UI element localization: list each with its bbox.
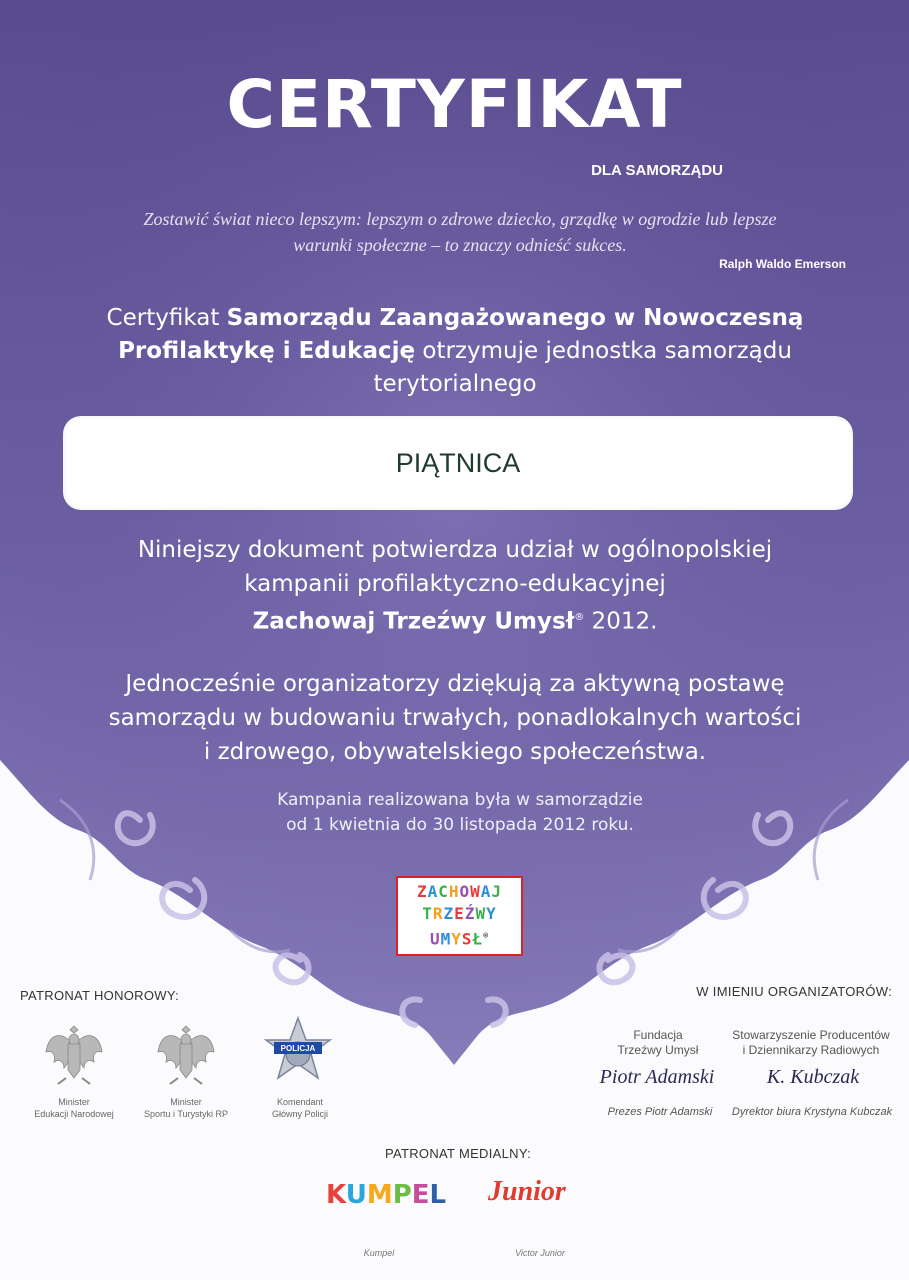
logo-line-1 xyxy=(417,881,502,903)
signature-1-caption: Prezes Piotr Adamski xyxy=(607,1106,713,1118)
quote-line-2: warunki społeczne – to znaczy odnieść sukces. xyxy=(293,235,627,255)
organizer-2-line-1: Stowarzyszenie Producentów xyxy=(732,1028,890,1042)
kumpel-letter: E xyxy=(411,1180,430,1210)
logo-registered-mark: ® xyxy=(483,931,490,941)
logo-line-1-letter: J xyxy=(491,882,503,902)
organizer-2-line-2: i Dziennikarzy Radiowych xyxy=(742,1043,880,1057)
campaign-name: Zachowaj Trzeźwy Umysł xyxy=(252,608,575,635)
para1-line-1: Niniejszy dokument potwierdza udział w ogólnopolskiej xyxy=(137,537,773,563)
logo-line-3-letter: S xyxy=(461,929,473,949)
logo-line-1-letter: A xyxy=(480,882,492,902)
period-paragraph xyxy=(150,788,770,838)
police-badge-text: POLICJA xyxy=(280,1044,316,1053)
logo-line-2-letter: W xyxy=(475,904,487,924)
signature-1: Piotr Adamski xyxy=(599,1066,715,1088)
organizers-heading: W IMIENIU ORGANIZATORÓW: xyxy=(696,984,892,999)
logo-line-3-letter: M xyxy=(440,929,452,949)
logo-line-2-letter: Ź xyxy=(464,904,476,924)
patron-1-line-2: Edukacji Narodowej xyxy=(34,1109,114,1119)
certificate-statement xyxy=(70,302,840,401)
junior-caption: Victor Junior xyxy=(515,1248,565,1258)
participation-paragraph xyxy=(70,533,840,639)
kumpel-letter: U xyxy=(345,1180,367,1210)
para1-line-2: kampanii profilaktyczno-edukacyjnej xyxy=(244,571,666,597)
logo-line-3-letter: Ł xyxy=(472,929,484,949)
para3-line-2: od 1 kwietnia do 30 listopada 2012 roku. xyxy=(286,815,634,835)
patron-3-line-1: Komendant xyxy=(276,1097,324,1107)
kumpel-letter: P xyxy=(392,1180,412,1210)
patron-2-line-2: Sportu i Turystyki RP xyxy=(143,1109,229,1119)
logo-line-2-letter: T xyxy=(422,904,433,924)
thanks-paragraph xyxy=(70,667,840,769)
logo-line-2-letter: Z xyxy=(443,904,455,924)
logo-line-2 xyxy=(422,903,496,925)
quote xyxy=(60,206,860,258)
campaign-logo xyxy=(396,876,523,956)
media-patronage-heading: PATRONAT MEDIALNY: xyxy=(384,1146,532,1161)
honorary-patronage-heading: PATRONAT HONOROWY: xyxy=(20,988,180,1003)
organizer-1 xyxy=(596,1028,720,1058)
logo-line-1-letter: A xyxy=(427,882,439,902)
logo-line-3 xyxy=(430,925,489,950)
certificate-title: CERTYFIKAT xyxy=(226,66,683,143)
signature-2: K. Kubczak xyxy=(766,1066,860,1088)
signature-2-caption: Dyrektor biura Krystyna Kubczak xyxy=(731,1106,893,1118)
organizer-2 xyxy=(724,1028,898,1058)
para2-line-3: i zdrowego, obywatelskiego społeczeństwa. xyxy=(203,739,707,765)
logo-line-3-letter: Y xyxy=(451,929,462,949)
kumpel-letter: K xyxy=(326,1180,346,1210)
patron-2-line-1: Minister xyxy=(170,1097,202,1107)
para2-line-1: Jednocześnie organizatorzy dziękują za aktywną postawę xyxy=(125,671,785,697)
eagle-emblem-icon xyxy=(154,1020,218,1090)
registered-mark: ® xyxy=(574,612,585,623)
statement-bold: Samorządu Zaangażowanego w Nowoczesną Profilaktykę i Edukację xyxy=(118,305,804,364)
campaign-year: 2012. xyxy=(584,608,658,635)
certificate-subtitle: DLA SAMORZĄDU xyxy=(591,162,723,179)
quote-author: Ralph Waldo Emerson xyxy=(719,257,846,271)
junior-logo: Junior xyxy=(488,1176,566,1207)
kumpel-logo xyxy=(326,1180,447,1210)
kumpel-letter: L xyxy=(429,1180,447,1210)
para2-line-2: samorządu w budowaniu trwałych, ponadlokalnych wartości xyxy=(108,705,802,731)
eagle-emblem-icon xyxy=(42,1020,106,1090)
para1-line-3 xyxy=(70,601,840,639)
recipient-box xyxy=(63,416,853,510)
logo-line-1-letter: C xyxy=(438,882,449,902)
police-star-icon xyxy=(258,1016,338,1090)
kumpel-letter: M xyxy=(366,1180,393,1210)
logo-line-3-letter: U xyxy=(429,929,441,949)
quote-line-1: Zostawić świat nieco lepszym: lepszym o zdrowe dziecko, grządkę w ogrodzie lub lepsze xyxy=(143,209,777,229)
organizer-1-line-1: Fundacja xyxy=(633,1028,683,1042)
logo-line-2-letter: E xyxy=(454,904,465,924)
logo-line-1-letter: O xyxy=(459,882,471,902)
patron-1-line-1: Minister xyxy=(58,1097,90,1107)
kumpel-caption: Kumpel xyxy=(363,1248,395,1258)
organizer-1-line-2: Trzeźwy Umysł xyxy=(617,1043,699,1057)
logo-line-1-letter: Z xyxy=(416,882,428,902)
statement-prefix: Certyfikat xyxy=(106,305,227,331)
patron-3-line-2: Główny Policji xyxy=(271,1109,329,1119)
patron-3-caption xyxy=(248,1096,352,1120)
patron-1-caption xyxy=(20,1096,128,1120)
statement-suffix: otrzymuje jednostka samorządu terytorialnego xyxy=(373,338,792,397)
logo-line-1-letter: H xyxy=(448,882,460,902)
logo-line-1-letter: W xyxy=(470,882,481,902)
logo-line-2-letter: Y xyxy=(486,904,497,924)
recipient-name: PIĄTNICA xyxy=(395,447,521,478)
para3-line-1: Kampania realizowana była w samorządzie xyxy=(277,790,643,810)
patron-2-caption xyxy=(130,1096,242,1120)
logo-line-2-letter: R xyxy=(432,904,444,924)
